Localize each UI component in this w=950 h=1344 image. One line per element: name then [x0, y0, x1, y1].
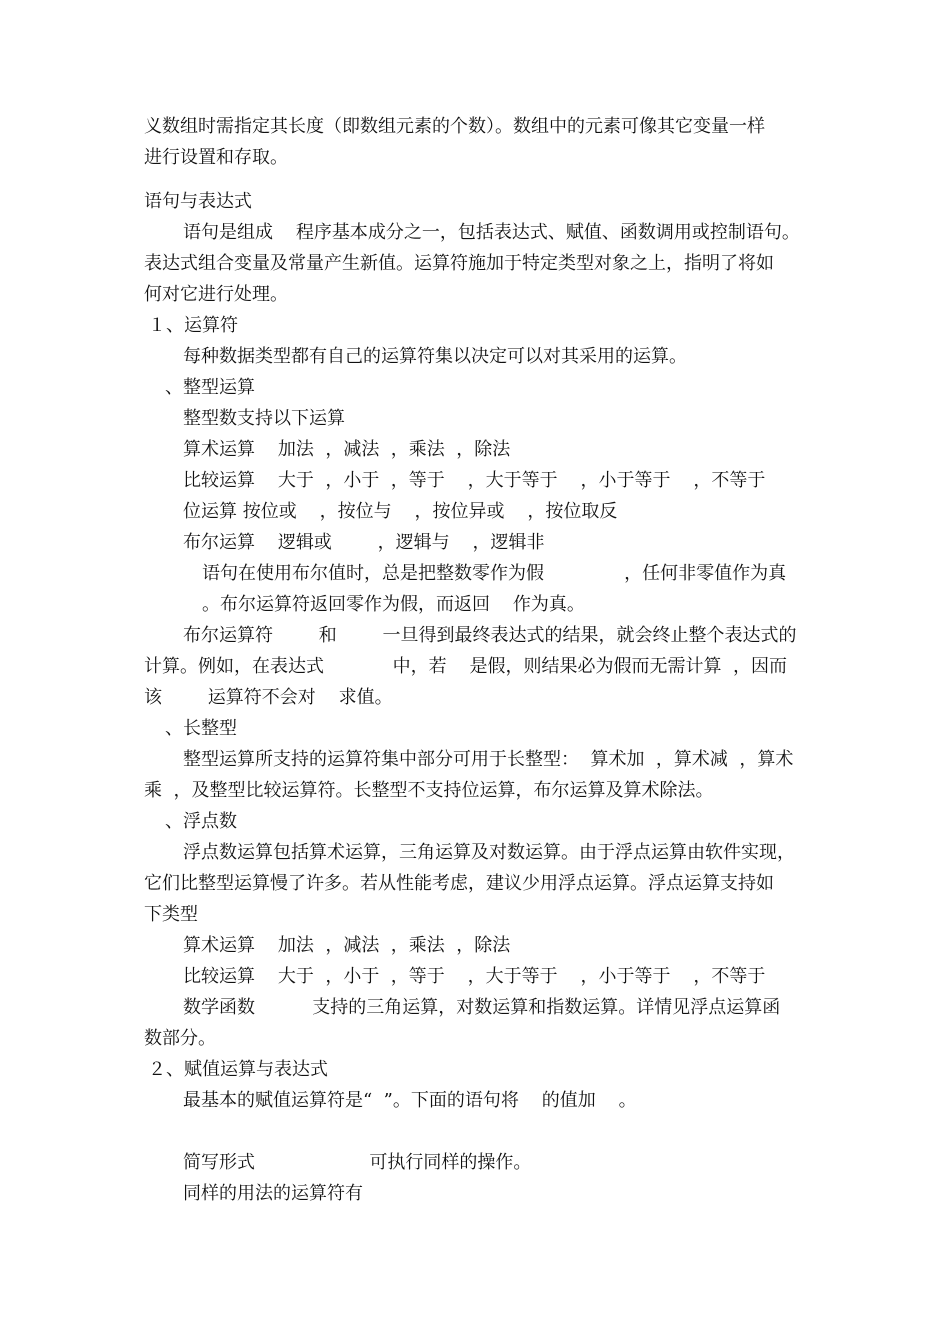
text-line: 整型数支持以下运算: [183, 408, 345, 429]
text-line: 它们比整型运算慢了许多。若从性能考虑，建议少用浮点运算。浮点运算支持如: [144, 873, 774, 894]
text-line: 。布尔运算符返回零作为假，而返回 作为真。: [202, 594, 585, 615]
text-line: 算术运算 加法 ，减法 ，乘法 ，除法: [183, 439, 511, 460]
text-line: 语句是组成 程序基本成分之一，包括表达式、赋值、函数调用或控制语句。: [183, 222, 800, 243]
text-line: 数部分。: [144, 1028, 216, 1049]
text-line: 何对它进行处理。: [144, 284, 288, 305]
text-line: 表达式组合变量及常量产生新值。运算符施加于特定类型对象之上，指明了将如: [144, 253, 774, 274]
text-line: 每种数据类型都有自己的运算符集以决定可以对其采用的运算。: [183, 346, 687, 367]
text-line: 该 运算符不会对 求值。: [144, 687, 393, 708]
numbered-heading: １、运算符: [148, 315, 238, 336]
text-line: 整型运算所支持的运算符集中部分可用于长整型： 算术加 ，算术减 ，算术: [183, 749, 794, 770]
sub-heading: 、浮点数: [165, 811, 237, 832]
text-line: 布尔运算 逻辑或 ，逻辑与 ，逻辑非: [183, 532, 545, 553]
text-line: 比较运算 大于 ，小于 ，等于 ，大于等于 ，小于等于 ，不等于: [183, 966, 766, 987]
text-line: 比较运算 大于 ，小于 ，等于 ，大于等于 ，小于等于 ，不等于: [183, 470, 766, 491]
text-line: 布尔运算符 和 一旦得到最终表达式的结果，就会终止整个表达式的: [183, 625, 797, 646]
text-line: 乘 ，及整型比较运算符。长整型不支持位运算，布尔运算及算术除法。: [144, 780, 714, 801]
text-line: 简写形式 可执行同样的操作。: [183, 1152, 532, 1173]
text-line: 计算。例如，在表达式 中，若 是假，则结果必为假而无需计算 ，因而: [144, 656, 787, 677]
text-line: 下类型: [144, 904, 198, 925]
text-line: 位运算 按位或 ，按位与 ，按位异或 ，按位取反: [183, 501, 618, 522]
text-line: 最基本的赋值运算符是“ ”。下面的语句将 的值加 。: [183, 1090, 637, 1111]
text-line: 语句在使用布尔值时，总是把整数零作为假 ，任何非零值作为真: [202, 563, 787, 584]
text-line: 进行设置和存取。: [144, 147, 288, 168]
sub-heading: 、长整型: [165, 718, 237, 739]
sub-heading: 、整型运算: [165, 377, 255, 398]
text-line: 浮点数运算包括算术运算，三角运算及对数运算。由于浮点运算由软件实现，: [183, 842, 795, 863]
text-line: 算术运算 加法 ，减法 ，乘法 ，除法: [183, 935, 511, 956]
text-line: 数学函数 支持的三角运算，对数运算和指数运算。详情见浮点运算函: [183, 997, 781, 1018]
text-line: 义数组时需指定其长度（即数组元素的个数）。数组中的元素可像其它变量一样: [144, 116, 765, 137]
text-line: 同样的用法的运算符有: [183, 1183, 363, 1204]
numbered-heading: ２、赋值运算与表达式: [148, 1059, 328, 1080]
section-heading: 语句与表达式: [144, 191, 252, 212]
